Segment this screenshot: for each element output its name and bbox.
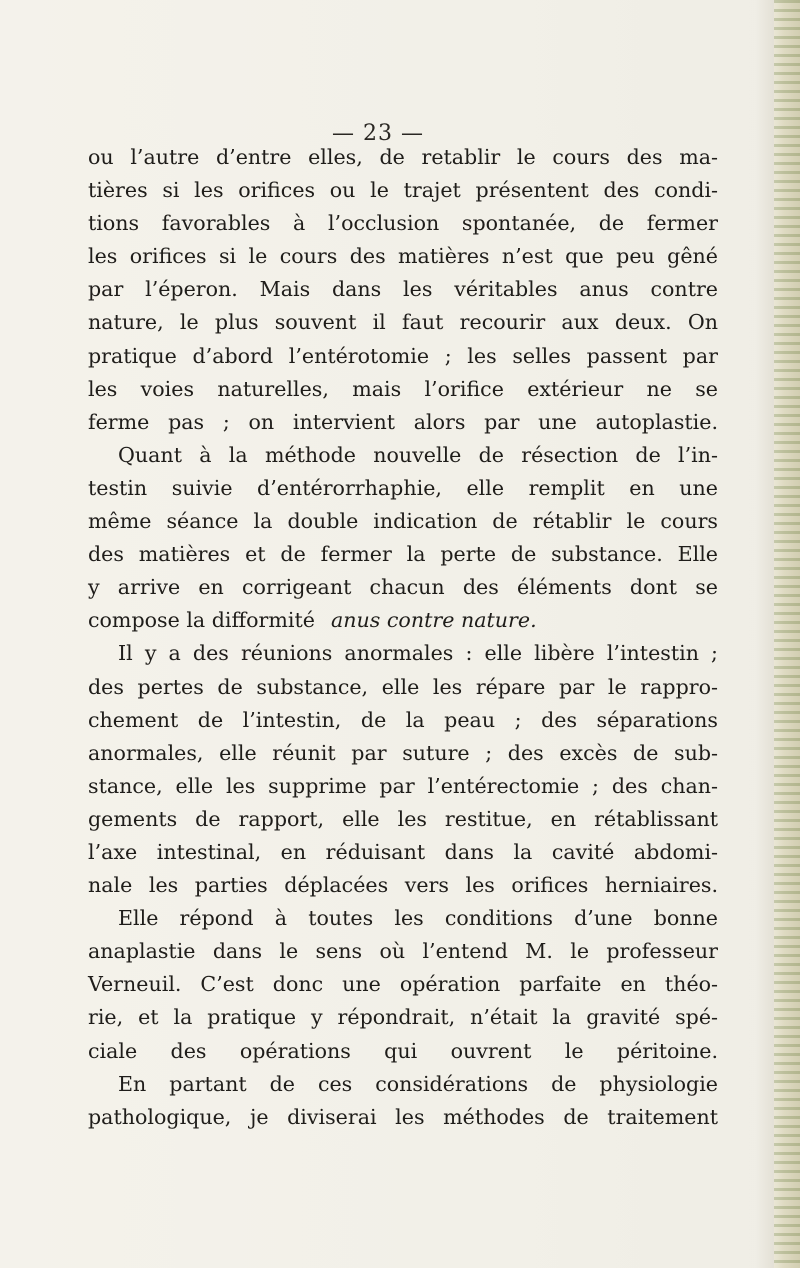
text-line: pathologique, je diviserai les méthodes de traitement (88, 1104, 718, 1129)
text-line: stance, elle les supprime par l’entérectomie ; des chan- (88, 773, 718, 798)
text-line: nature, le plus souvent il faut recourir aux deux. On (88, 310, 718, 335)
text-line: ferme pas ; on intervient alors par une autoplastie. (88, 409, 718, 434)
binding-shadow (756, 0, 774, 1268)
text-line: les voies naturelles, mais l’orifice extérieur ne se (88, 376, 718, 401)
body-text (88, 141, 718, 1134)
text-line: Quant à la méthode nouvelle de résection de l’in- (118, 442, 718, 467)
text-line: l’axe intestinal, en réduisant dans la cavité abdomi- (88, 839, 718, 864)
text-line (88, 604, 718, 637)
text-line: les orifices si le cours des matières n’est que peu gêné (88, 244, 718, 269)
text-line: tions favorables à l’occlusion spontanée, de fermer (88, 211, 718, 236)
text-line: gements de rapport, elle les restitue, en rétablissant (88, 806, 718, 831)
text-line: testin suivie d’entérorrhaphie, elle remplit en une (88, 475, 718, 500)
text-line: par l’éperon. Mais dans les véritables anus contre (88, 277, 718, 302)
text-line: pratique d’abord l’entérotomie ; les selles passent par (88, 343, 718, 368)
text-line: En partant de ces considérations de physiologie (118, 1071, 718, 1096)
text-line: des matières et de fermer la perte de substance. Elle (88, 542, 718, 567)
page-edge-binding (774, 0, 800, 1268)
text-line: tières si les orifices ou le trajet présentent des condi- (88, 178, 718, 203)
text-line: y arrive en corrigeant chacun des éléments dont se (88, 575, 718, 600)
text-line: nale les parties déplacées vers les orifices herniaires. (88, 873, 718, 898)
text-line: anaplastie dans le sens où l’entend M. le professeur (88, 939, 718, 964)
text-line: chement de l’intestin, de la peau ; des séparations (88, 707, 718, 732)
page-number: — 23 — (332, 121, 424, 146)
text-line: Il y a des réunions anormales : elle libère l’intestin ; (118, 641, 718, 666)
text-line: ou l’autre d’entre elles, de retablir le cours des ma- (88, 145, 718, 169)
text-line: des pertes de substance, elle les répare par le rappro- (88, 674, 718, 699)
italic-phrase: anus contre nature. (330, 608, 537, 633)
text-line: Elle répond à toutes les conditions d’une bonne (118, 906, 718, 931)
text-line: ciale des opérations qui ouvrent le péritoine. (88, 1038, 718, 1063)
text-line: rie, et la pratique y répondrait, n’était la gravité spé- (88, 1005, 718, 1030)
text-line-prefix: compose la difformité (88, 608, 315, 633)
text-line: anormales, elle réunit par suture ; des excès de sub- (88, 740, 718, 765)
text-line: même séance la double indication de rétablir le cours (88, 509, 718, 534)
text-line: Verneuil. C’est donc une opération parfaite en théo- (88, 972, 718, 997)
